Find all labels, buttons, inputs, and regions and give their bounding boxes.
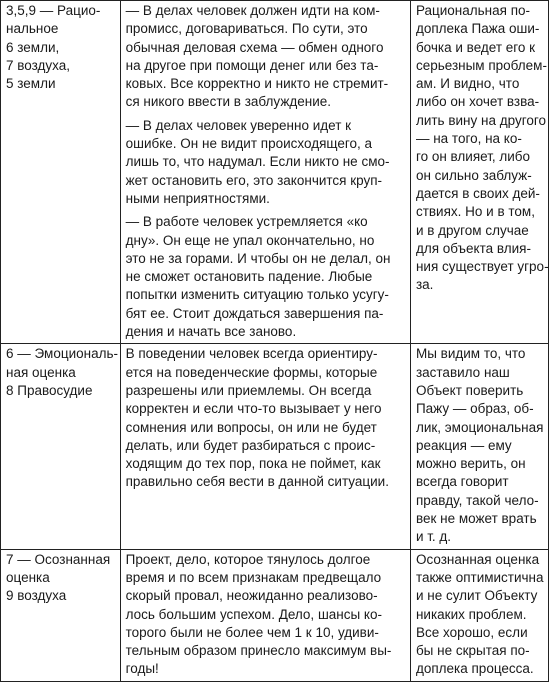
meaning-line: скорый провал, неожиданно реализово-	[125, 588, 378, 604]
position-line: 7 воздуха,	[6, 57, 71, 73]
position-cell	[1, 1, 121, 344]
meaning-line: делать, или будет разбираться с проис-	[125, 437, 376, 453]
meaning-line: дну». Он еще не упал окончательно, но	[125, 232, 375, 248]
meaning-line: ходящим до тех пор, пока не поймет, как	[125, 456, 381, 472]
meaning-line: промисс, договариваться. По сути, это	[125, 21, 368, 37]
interpretation-line: серьезным проблем-	[415, 57, 547, 73]
meaning-line: бят ее. Стоит дождаться завершения па-	[125, 305, 384, 321]
meaning-line: это не за горами. И чтобы он не делал, он	[125, 250, 391, 266]
meaning-line: ными неприятностями.	[125, 190, 270, 206]
interpretation-line: реакция — ему	[415, 437, 512, 453]
interpretation-line: доплека Пажа оши-	[415, 21, 540, 37]
meaning-cell	[120, 1, 410, 344]
interpretation-line: и т. д.	[415, 529, 452, 545]
interpretation-line: доплека процесса.	[415, 661, 534, 677]
position-line: ная оценка	[6, 364, 76, 380]
interpretation-line: Мы видим то, что	[415, 346, 526, 362]
meaning-line: В поведении человек всегда ориентиру-	[125, 346, 378, 362]
meaning-paragraph	[126, 345, 406, 491]
interpretation-line: также оптимистична	[415, 569, 544, 585]
meaning-line: торого были не более чем 1 к 10, удиви-	[125, 624, 379, 640]
meaning-paragraph	[126, 2, 406, 112]
meaning-line: ется на поведенческие формы, которые	[125, 364, 378, 380]
interpretation-line: Пажу — образ, об-	[415, 401, 534, 417]
position-line: 7 — Осознанная	[6, 551, 111, 567]
meaning-line: — В делах человек уверенно идет к	[125, 117, 352, 133]
interpretation-line: для объекта влия-	[415, 240, 531, 256]
interpretation-line: никаких проблем.	[415, 606, 527, 622]
table-row	[1, 549, 549, 681]
interpretation-line: — на того, на ко-	[415, 131, 522, 147]
position-line: 8 Правосудие	[6, 382, 93, 398]
meaning-line: лось большим успехом. Дело, шансы ко-	[125, 606, 382, 622]
interpretation-line: ния существует угро-	[415, 259, 549, 275]
table-row	[1, 344, 549, 549]
meaning-paragraph	[126, 117, 406, 208]
interpretation-line: заставило наш	[415, 364, 510, 380]
interpretation-line: правду, такой чело-	[415, 492, 539, 508]
meaning-line: лишь то, что надумал. Если никто не смо-	[125, 154, 390, 170]
interpretation-line: Рациональная по-	[415, 3, 531, 18]
meaning-cell	[120, 344, 410, 549]
meaning-line: обычная деловая схема — обмен одного	[125, 39, 384, 55]
meaning-line: — В работе человек устремляется «ко	[125, 214, 368, 230]
table-row	[1, 1, 549, 344]
meaning-line: ошибке. Он не видит происходящего, а	[125, 136, 372, 152]
interpretation-line: либо он хочет взва-	[415, 94, 540, 110]
position-line: 5 земли	[6, 76, 56, 92]
interpretation-line: Все хорошо, если	[415, 624, 528, 640]
interpretation-line: век не может врать	[415, 511, 537, 527]
meaning-line: ковых. Все корректно и никто не стремит-	[125, 76, 389, 92]
meaning-line: годы!	[125, 661, 159, 677]
position-cell	[1, 344, 121, 549]
meaning-line: жет остановить его, это закончится круп-	[125, 172, 383, 188]
interpretation-line: ствиях. Но и в том,	[415, 204, 535, 220]
interpretation-line: он сильно заблуж-	[415, 167, 532, 183]
interpretation-cell	[410, 1, 548, 344]
meaning-line: дения и начать все заново.	[125, 324, 297, 340]
position-line: нальное	[6, 21, 59, 37]
interpretation-line: Осознанная оценка	[415, 551, 540, 567]
meaning-cell	[120, 549, 410, 681]
interpretation-line: дается в своих дей-	[415, 185, 540, 201]
interpretation-cell	[410, 549, 548, 681]
meaning-line: — В делах человек должен идти на ком-	[125, 3, 380, 18]
meaning-line: правильно себя вести в данной ситуации.	[125, 474, 389, 490]
meaning-line: на другое при помощи денег или без та-	[125, 57, 379, 73]
interpretation-line: всегда говорит	[415, 474, 509, 490]
meaning-line: время и по всем признакам предвещало	[125, 569, 382, 585]
meaning-line: Проект, дело, которое тянулось долгое	[125, 551, 371, 567]
interpretation-line: и не сулит Объекту	[415, 588, 538, 604]
meaning-line: попытки изменить ситуацию только усугу-	[125, 287, 389, 303]
table-body	[1, 1, 549, 682]
interpretation-line: лик, эмоциональная	[415, 419, 544, 435]
meaning-paragraph	[126, 213, 406, 341]
interpretation-line: Объект поверить	[415, 382, 524, 398]
interpretation-line: ам. И видно, что	[415, 76, 520, 92]
interpretation-line: можно верить, он	[415, 456, 526, 472]
position-line: оценка	[6, 569, 50, 585]
interpretation-line: за.	[415, 277, 434, 293]
interpretation-line: и в другом случае	[415, 222, 529, 238]
meaning-line: не сможет остановить падение. Любые	[125, 269, 373, 285]
interpretation-cell	[410, 344, 548, 549]
meaning-line: сомнения или вопросы, он или не будет	[125, 419, 377, 435]
position-line: 6 земли,	[6, 39, 60, 55]
meaning-line: тельным образом принесло максимум вы-	[125, 643, 392, 659]
meaning-line: ся никого ввести в заблуждение.	[125, 94, 331, 110]
meaning-line: разрешены или приемлемы. Он всегда	[125, 382, 372, 398]
interpretation-line: го он влияет, либо	[415, 149, 531, 165]
position-line: 3,5,9 — Рацио-	[6, 3, 101, 18]
interpretation-line: бочка и ведет его к	[415, 39, 536, 55]
interpretation-line: лить вину на другого	[415, 112, 546, 128]
position-cell	[1, 549, 121, 681]
position-line: 9 воздуха	[6, 588, 67, 604]
interpretation-line: бы не скрытая по-	[415, 643, 530, 659]
meaning-line: корректен и если что-то вызывает у него	[125, 401, 382, 417]
meaning-paragraph	[126, 551, 406, 679]
position-line: 6 — Эмоциональ-	[6, 346, 119, 362]
